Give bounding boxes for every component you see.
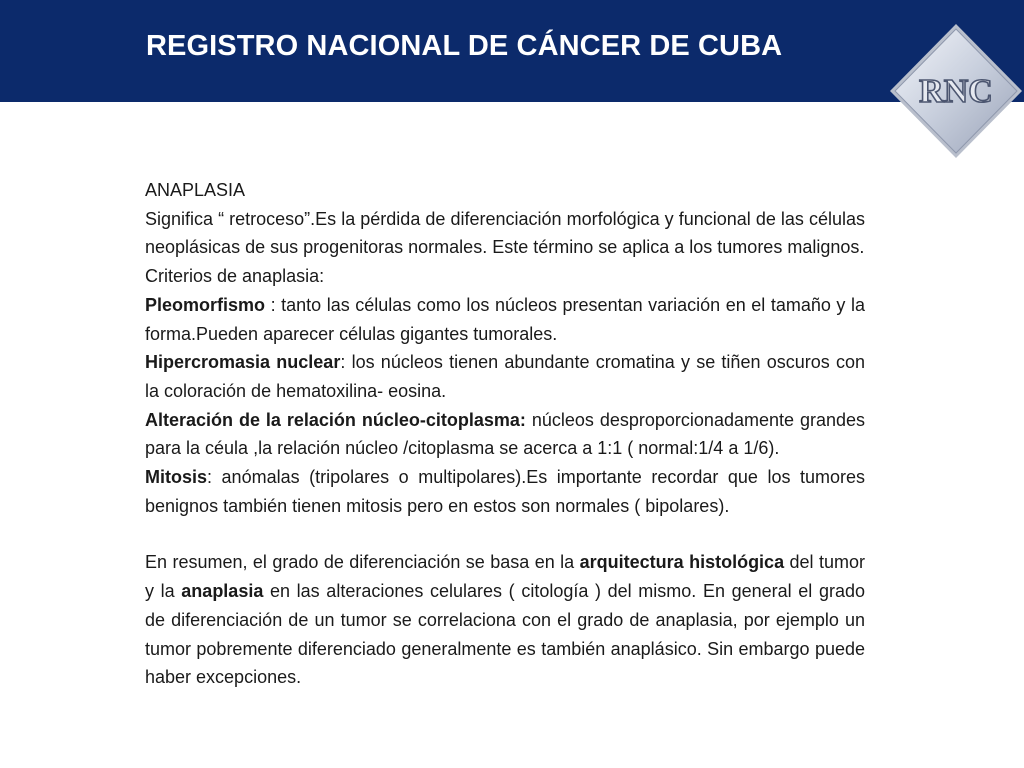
criterion-paragraph <box>145 406 865 463</box>
summary-text: del tumor y la <box>145 552 865 602</box>
criterion-text: : tanto las células como los núcleos presentan variación en el tamaño y la forma.Pueden aparecer células gigantes tumorales. <box>145 294 865 344</box>
criterion-paragraph <box>145 463 865 520</box>
header-bar <box>0 0 1024 102</box>
section-heading: ANAPLASIA <box>145 180 246 200</box>
summary-text: En resumen, el grado de diferenciación se basa en la <box>145 552 580 573</box>
criterion-text: : los núcleos tienen abundante cromatina y se tiñen oscuros con la coloración de hematoxilina- eosina. <box>145 352 865 401</box>
paragraph-gap <box>145 520 865 548</box>
criterion-paragraph <box>145 348 865 405</box>
summary-bold-term: anaplasia <box>181 581 264 602</box>
logo-text: RNC <box>919 73 993 110</box>
document-body <box>145 176 865 692</box>
rnc-logo <box>888 22 1024 160</box>
definition-paragraph: Significa “ retroceso”.Es la pérdida de diferenciación morfológica y funcional de las células neoplásicas de sus progenitoras normales. Este término se aplica a los tumores malignos. <box>145 208 865 258</box>
criterion-term: Pleomorfismo <box>145 294 266 315</box>
criterion-text: núcleos desproporcionadamente grandes para la céula ,la relación núcleo /citoplasma se acerca a 1:1 ( normal:1/4 a 1/6). <box>145 409 866 459</box>
criterion-term: Mitosis <box>145 467 208 488</box>
page-title: REGISTRO NACIONAL DE CÁNCER DE CUBA <box>146 30 783 62</box>
summary-paragraph <box>145 548 865 692</box>
criterion-paragraph <box>145 291 865 348</box>
summary-bold-term: arquitectura histológica <box>579 552 785 573</box>
criterion-term: Alteración de la relación núcleo-citoplasma: <box>145 409 526 430</box>
criterion-text: : anómalas (tripolares o multipolares).Es importante recordar que los tumores benignos también tienen mitosis pero en estos son normales ( bipolares). <box>145 467 865 516</box>
criteria-intro: Criterios de anaplasia: <box>145 266 325 287</box>
summary-text: en las alteraciones celulares ( citología ) del mismo. En general el grado de diferenciación de un tumor se correlaciona con el grado de anaplasia, por ejemplo un tumor pobremente diferenciado generalmente es también anaplásico. Sin embargo puede haber excepciones. <box>145 581 865 688</box>
criterion-term: Hipercromasia nuclear <box>145 352 341 373</box>
